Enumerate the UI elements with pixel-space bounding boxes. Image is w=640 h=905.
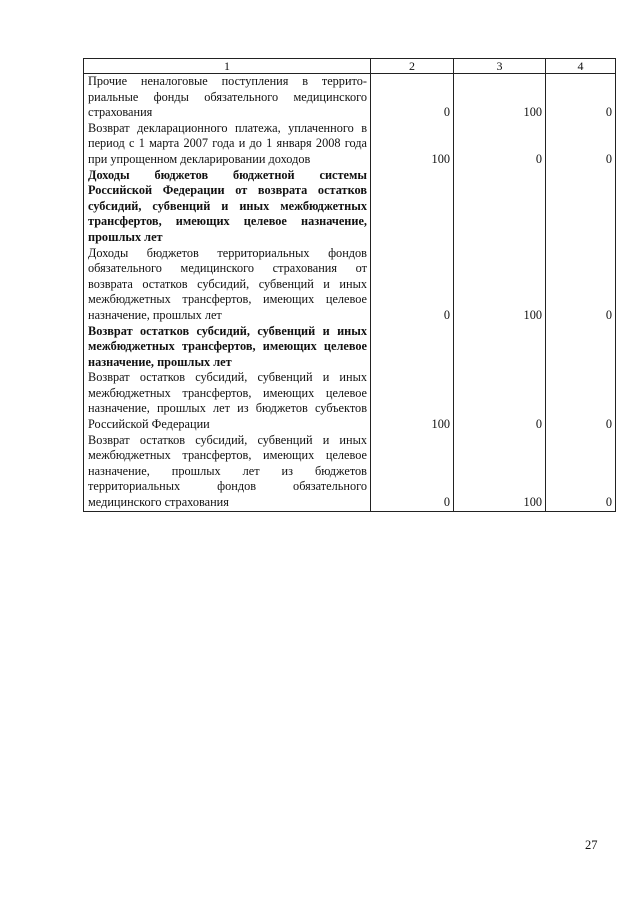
- row-name: Доходы бюджетов территориальных фондов обязательного медицинского страхования от возврата остатков субсидий, субвенций и иных межбюджетных трансфертов, имеющих целевое назначение, прошлых лет: [84, 246, 371, 324]
- row-value-col2: [371, 168, 454, 246]
- column-header-1: 1: [84, 59, 371, 74]
- column-header-4: 4: [546, 59, 616, 74]
- row-value-col3: 100: [454, 246, 546, 324]
- budget-table: [83, 58, 616, 512]
- row-value-col4: 0: [546, 433, 616, 511]
- row-value-col3: 0: [454, 370, 546, 432]
- row-value-col3: [454, 324, 546, 371]
- row-value-col3: 0: [454, 121, 546, 168]
- row-value-col2: [371, 324, 454, 371]
- row-name-section-heading: Возврат остатков субсидий, субвенций и иных межбюджетных трансфертов, имеющих целевое назначение, прошлых лет: [84, 324, 371, 371]
- row-value-col4: [546, 168, 616, 246]
- row-value-col2: 100: [371, 370, 454, 432]
- row-value-col4: 0: [546, 370, 616, 432]
- table-row: [84, 324, 616, 371]
- table-row: [84, 370, 616, 432]
- row-name: Возврат остатков субсидий, субвенций и иных межбюджетных трансфертов, имеющих целевое назначение, прошлых лет из бюджетов субъектов Российской Федерации: [84, 370, 371, 432]
- page-number: 27: [585, 838, 598, 852]
- table-row: [84, 433, 616, 511]
- table-row: [84, 74, 616, 121]
- row-value-col2: 0: [371, 433, 454, 511]
- row-value-col4: 0: [546, 246, 616, 324]
- row-value-col2: 100: [371, 121, 454, 168]
- row-name: Возврат остатков субсидий, субвенций и иных межбюджетных трансфертов, имеющих целевое назначение, прошлых лет из бюджетов территориальных фондов обязательного медицинского страхования: [84, 433, 371, 511]
- row-value-col4: 0: [546, 74, 616, 121]
- row-value-col2: 0: [371, 74, 454, 121]
- table-row: [84, 121, 616, 168]
- row-value-col2: 0: [371, 246, 454, 324]
- column-header-2: 2: [371, 59, 454, 74]
- row-value-col3: 100: [454, 74, 546, 121]
- row-name-section-heading: Доходы бюджетов бюджетной системы Российской Федерации от возврата остатков субсидий, субвенций и иных межбюджетных трансфертов, имеющих целевое назначение, прошлых лет: [84, 168, 371, 246]
- table-row: [84, 168, 616, 246]
- column-header-3: 3: [454, 59, 546, 74]
- table-row: [84, 246, 616, 324]
- row-value-col3: 100: [454, 433, 546, 511]
- row-value-col4: 0: [546, 121, 616, 168]
- row-value-col3: [454, 168, 546, 246]
- row-name: Возврат декларационного платежа, уплаченного в период с 1 марта 2007 года и до 1 января 2008 года при упрощенном декларировании доходов: [84, 121, 371, 168]
- table-header-row: [84, 59, 616, 74]
- row-name: Прочие неналоговые поступления в территориальные фонды обязательного медицинского страхования: [84, 74, 371, 121]
- row-value-col4: [546, 324, 616, 371]
